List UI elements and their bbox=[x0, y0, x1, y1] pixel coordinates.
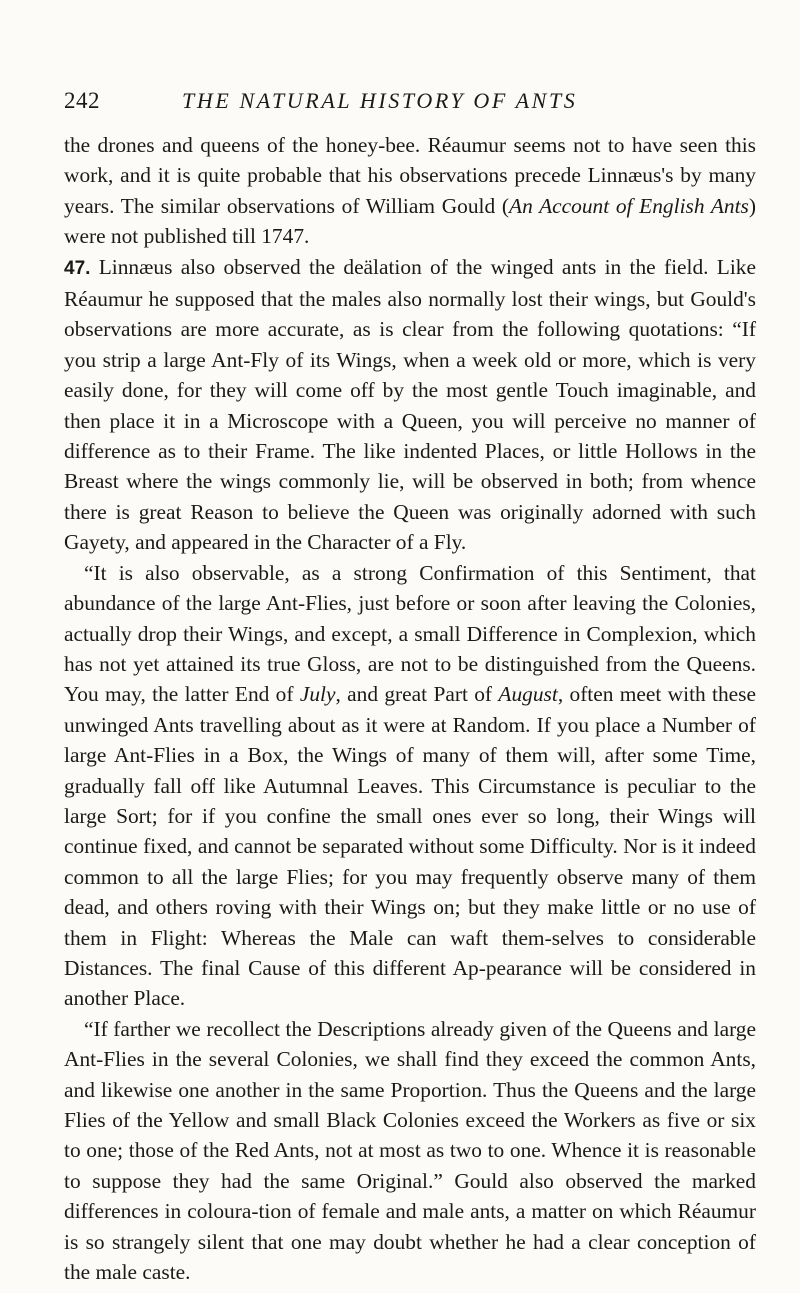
paragraph-continued bbox=[64, 130, 756, 252]
body-text bbox=[64, 130, 756, 1287]
book-page bbox=[64, 88, 756, 1287]
page-number: 242 bbox=[64, 88, 100, 113]
text-run: the drones and queens of the honey-bee. Réaumur seems not to have seen this work, and it is quite probable that his observations precede Linnæus's by many years. The similar observations of William Gould ( bbox=[64, 133, 756, 218]
text-run: Linnæus also observed the deälation of the winged ants in the field. Like Réaumur he supposed that the males also normally lost their wings, but Gould's observations are more accurate, as is clear from the following quotations: “If you strip a large Ant-Fly of its Wings, when a week old or more, which is very easily done, for they will come off by the most gentle Touch imaginable, and then place it in a Microscope with a Queen, you will perceive no manner of difference as to their Frame. The like indented Places, or little Hollows in the Breast where the wings commonly lie, will be observed in both; from whence there is great Reason to believe the Queen was originally adorned with such Gayety, and appeared in the Character of a Fly. bbox=[64, 254, 756, 555]
book-title-italic: An Account of English Ants bbox=[509, 193, 749, 218]
text-run: , often meet with these unwinged Ants travelling about as it were at Random. If you place a Number of large Ant-Flies in a Box, the Wings of many of them will, after some Time, gradually fall off like Autumnal Leaves. This Circumstance is peculiar to the large Sort; for if you confine the small ones ever so long, their Wings will continue fixed, and cannot be separated without some Difficulty. Nor is it indeed common to all the large Flies; for you may frequently observe many of them dead, and others roving with their Wings on; but they make little or no use of them in Flight: Whereas the Male can waft them-selves to considerable Distances. The final Cause of this different Ap-pearance will be considered in another Place. bbox=[64, 682, 756, 1011]
paragraph-quotation-end bbox=[64, 1014, 756, 1288]
paragraph-section-47 bbox=[64, 252, 756, 558]
text-run: ) were not published till 1747. bbox=[64, 193, 756, 249]
running-title: THE NATURAL HISTORY OF ANTS bbox=[182, 88, 578, 113]
month-italic: August bbox=[498, 682, 558, 707]
month-italic: July bbox=[299, 682, 336, 707]
paragraph-quotation bbox=[64, 558, 756, 1014]
running-head bbox=[64, 88, 756, 124]
text-run: , and great Part of bbox=[335, 682, 499, 707]
text-run: “It is also observable, as a strong Confirmation of this Sentiment, that abundance of the large Ant-Flies, just before or soon after leaving the Colonies, actually drop their Wings, and except, a small Difference in Complexion, which has not yet attained its true Gloss, are not to be distinguished from the Queens. You may, the latter End of bbox=[64, 560, 756, 707]
section-number: 47. bbox=[64, 257, 91, 279]
text-run: “If farther we recollect the Descriptions already given of the Queens and large Ant-Flies in the several Colonies, we shall find they exceed the common Ants, and likewise one another in the same Proportion. Thus the Queens and the large Flies of the Yellow and small Black Colonies exceed the Workers as five or six to one; those of the Red Ants, not at most as two to one. Whence it is reasonable to suppose they had the same Original.” Gould also observed the marked differences in coloura-tion of female and male ants, a matter on which Réaumur is so strangely silent that one may doubt whether he had a clear conception of the male caste. bbox=[64, 1016, 756, 1285]
